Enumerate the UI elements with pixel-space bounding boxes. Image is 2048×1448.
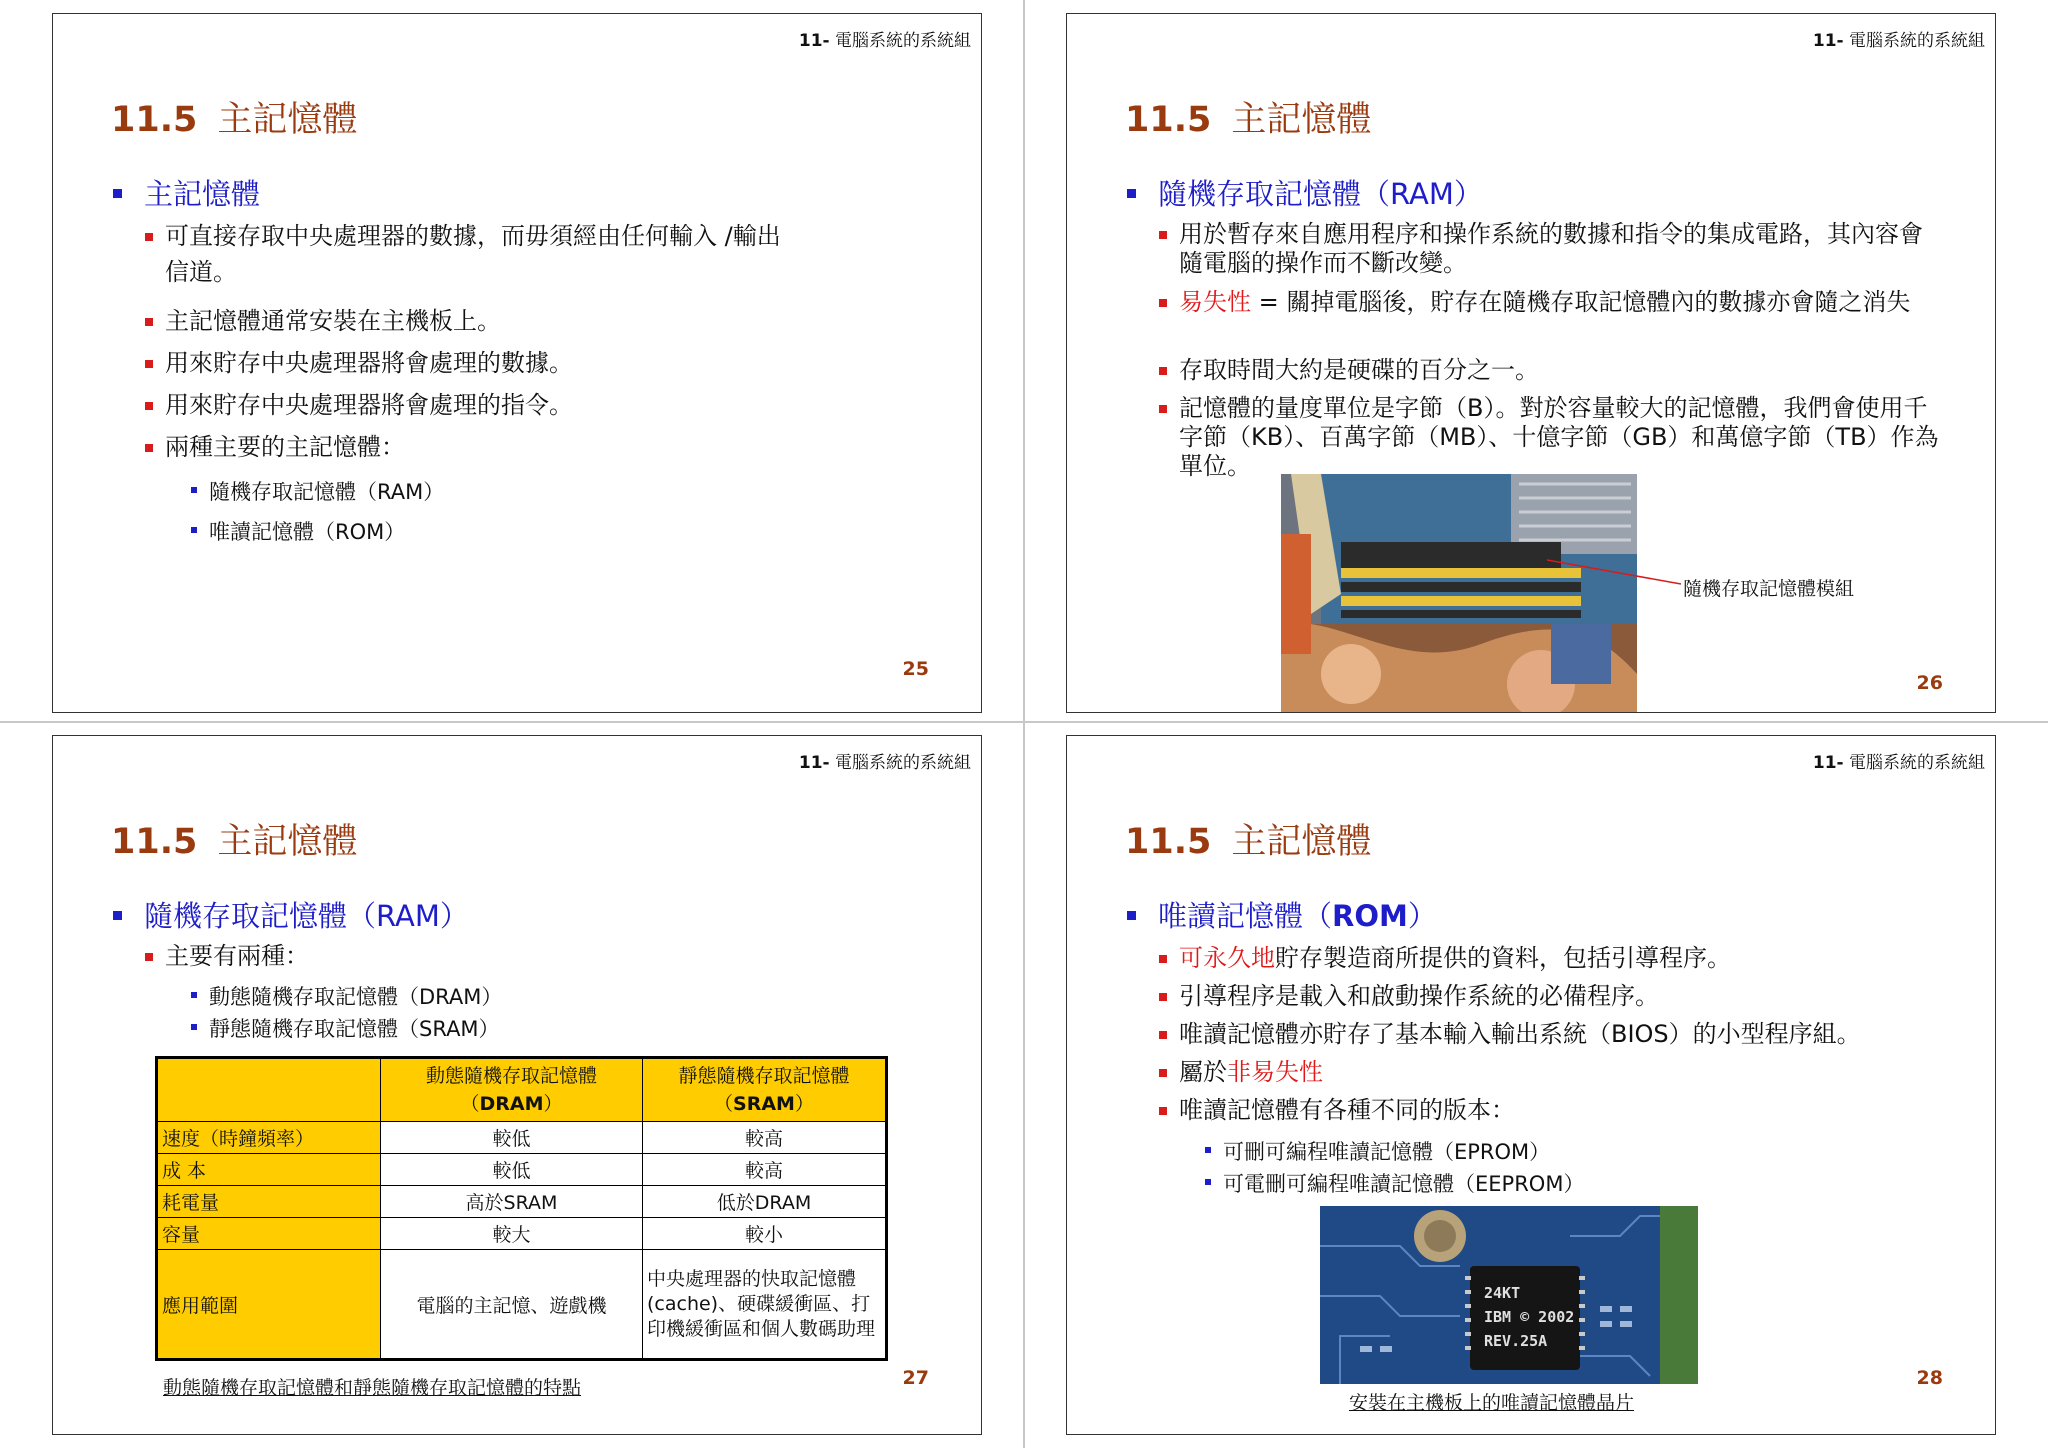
table-row <box>157 1186 887 1218</box>
bullet: 唯讀記憶體亦貯存了基本輸入輸出系統（BIOS）的小型程序組。 <box>1179 1020 1861 1049</box>
bullet: 存取時間大約是硬碟的百分之一。 <box>1179 356 1939 385</box>
table-cell: 高於SRAM <box>381 1186 643 1218</box>
slide-header: 11- 電腦系統的系統組 <box>798 31 971 51</box>
table-row <box>157 1154 887 1186</box>
table-cell: 較小 <box>643 1218 887 1250</box>
vertical-divider <box>1023 0 1025 1448</box>
bullet: 記憶體的量度單位是字節（B）。對於容量較大的記憶體，我們會使用千字節（KB）、百萬字節（MB）、十億字節（GB）和萬億字節（TB）作為單位。 <box>1179 394 1939 481</box>
bullet: 用來貯存中央處理器將會處理的數據。 <box>165 349 573 378</box>
comparison-table <box>155 1056 888 1361</box>
table-cell: 較高 <box>643 1154 887 1186</box>
bullet-continuation: 信道。 <box>165 258 237 286</box>
table-cell: 較高 <box>643 1122 887 1154</box>
sub-bullet: 動態隨機存取記憶體（DRAM） <box>209 981 502 1011</box>
rom-chip-photo <box>1320 1206 1698 1384</box>
slide-title: 11.5 主記憶體 <box>111 100 358 140</box>
bullet: 主記憶體通常安裝在主機板上。 <box>165 307 501 336</box>
chip-label-line: IBM © 2002 <box>1484 1308 1575 1326</box>
table-cell: 電腦的主記憶、遊戲機 <box>381 1250 643 1360</box>
slide-27 <box>52 735 982 1435</box>
table-corner-cell <box>157 1058 381 1122</box>
bullet: 引導程序是載入和啟動操作系統的必備程序。 <box>1179 982 1659 1011</box>
bullet: 唯讀記憶體有各種不同的版本： <box>1179 1096 1515 1125</box>
page-number: 26 <box>1916 672 1943 694</box>
slide-header: 11- 電腦系統的系統組 <box>798 753 971 773</box>
sub-bullet: 可電刪可編程唯讀記憶體（EEPROM） <box>1223 1168 1584 1198</box>
heading-bullet: 主記憶體 <box>113 172 260 213</box>
row-label: 容量 <box>157 1218 381 1250</box>
heading-bullet: 隨機存取記憶體（RAM） <box>113 894 469 935</box>
slide-28 <box>1066 735 1996 1435</box>
table-cell: 中央處理器的快取記憶體 (cache)、硬碟緩衝區、打印機緩衝區和個人數碼助理 <box>643 1250 887 1360</box>
horizontal-divider <box>0 721 2048 723</box>
page-number: 28 <box>1916 1367 1943 1389</box>
sub-bullet: 可刪可編程唯讀記憶體（EPROM） <box>1223 1136 1550 1166</box>
heading-bullet: 唯讀記憶體（ROM） <box>1127 894 1437 935</box>
slide-title: 11.5 主記憶體 <box>1125 822 1372 862</box>
slide-header: 11- 電腦系統的系統組 <box>1812 31 1985 51</box>
table-row <box>157 1250 887 1360</box>
chip-label-line: 24KT <box>1484 1284 1521 1302</box>
table-cell: 較大 <box>381 1218 643 1250</box>
bullet: 兩種主要的主記憶體： <box>165 433 405 462</box>
photo-caption: 安裝在主機板上的唯讀記憶體晶片 <box>1349 1392 1635 1414</box>
column-header-dram: 動態隨機存取記憶體 （DRAM） <box>381 1058 643 1122</box>
sub-bullet: 唯讀記憶體（ROM） <box>209 516 405 546</box>
page-number: 25 <box>902 658 929 680</box>
bullet: 可永久地貯存製造商所提供的資料，包括引導程序。 <box>1179 944 1731 973</box>
chip-label-line: REV.25A <box>1484 1332 1548 1350</box>
caption-pointer-line <box>1547 554 1687 594</box>
table-cell: 較低 <box>381 1122 643 1154</box>
slide-title: 11.5 主記憶體 <box>111 822 358 862</box>
bullet: 可直接存取中央處理器的數據，而毋須經由任何輸入 /輸出 <box>165 222 781 251</box>
table-row <box>157 1218 887 1250</box>
bullet: 屬於非易失性 <box>1179 1058 1323 1087</box>
slide-title: 11.5 主記憶體 <box>1125 100 1372 140</box>
table-caption: 動態隨機存取記憶體和靜態隨機存取記憶體的特點 <box>163 1377 582 1399</box>
table-row <box>157 1122 887 1154</box>
photo-caption: 隨機存取記憶體模組 <box>1683 578 1855 600</box>
sub-bullet: 靜態隨機存取記憶體（SRAM） <box>209 1013 500 1043</box>
row-label: 應用範圍 <box>157 1250 381 1360</box>
bullet: 主要有兩種： <box>165 942 309 971</box>
heading-bullet: 隨機存取記憶體（RAM） <box>1127 172 1483 213</box>
row-label: 耗電量 <box>157 1186 381 1218</box>
row-label: 成 本 <box>157 1154 381 1186</box>
sub-bullet: 隨機存取記憶體（RAM） <box>209 476 444 506</box>
slide-25 <box>52 13 982 713</box>
bullet: 用於暫存來自應用程序和操作系統的數據和指令的集成電路，其內容會隨電腦的操作而不斷改變。 <box>1179 220 1939 278</box>
column-header-sram: 靜態隨機存取記憶體 （SRAM） <box>643 1058 887 1122</box>
row-label: 速度（時鐘頻率） <box>157 1122 381 1154</box>
slide-header: 11- 電腦系統的系統組 <box>1812 753 1985 773</box>
slide-26 <box>1066 13 1996 713</box>
table-cell: 低於DRAM <box>643 1186 887 1218</box>
page-number: 27 <box>902 1367 929 1389</box>
table-cell: 較低 <box>381 1154 643 1186</box>
bullet: 易失性 = 關掉電腦後，貯存在隨機存取記憶體內的數據亦會隨之消失 <box>1179 288 1939 317</box>
bullet: 用來貯存中央處理器將會處理的指令。 <box>165 391 573 420</box>
